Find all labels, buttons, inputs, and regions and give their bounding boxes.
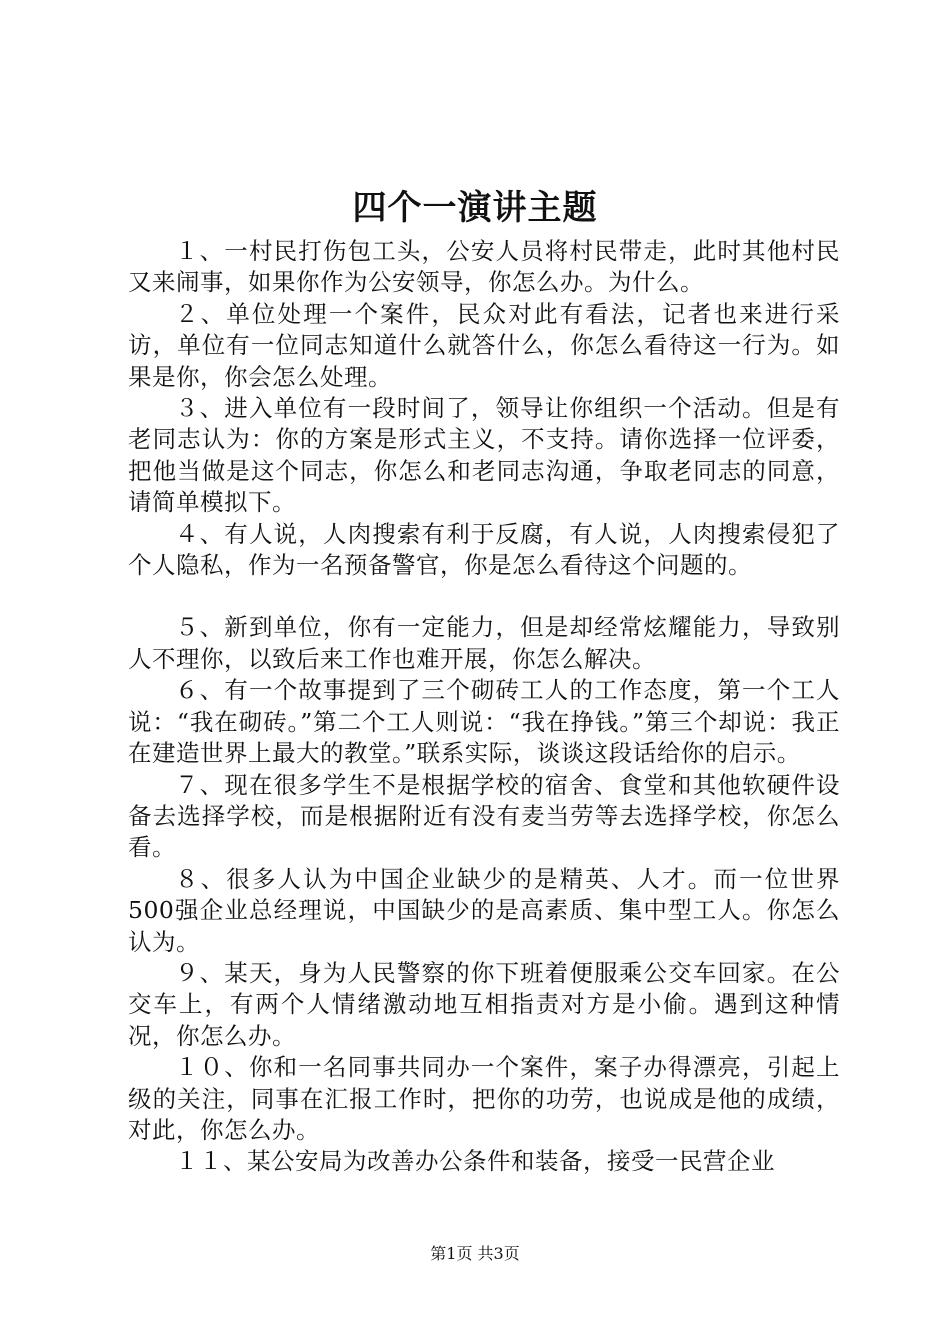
paragraph-2: ２、单位处理一个案件，民众对此有看法，记者也来进行采访，单位有一位同志知道什么就答什么，你怎么看待这一行为。如果是你，你会怎么处理。: [128, 299, 840, 391]
paragraph-6: ６、有一个故事提到了三个砌砖工人的工作态度，第一个工人说：“我在砌砖。”第二个工人则说：“我在挣钱。”第三个却说：我正在建造世界上最大的教堂。”联系实际，谈谈这段话给你的启示。: [128, 676, 840, 768]
document-title: 四个一演讲主题: [352, 188, 598, 228]
paragraph-10: １０、你和一名同事共同办一个案件，案子办得漂亮，引起上级的关注，同事在汇报工作时，把你的功劳，也说成是他的成绩，对此，你怎么办。: [128, 1053, 840, 1144]
paragraph-3: ３、进入单位有一段时间了，领导让你组织一个活动。但是有老同志认为：你的方案是形式主义，不支持。请你选择一位评委，把他当做是这个同志，你怎么和老同志沟通，争取老同志的同意，请简单模拟下。: [128, 394, 840, 517]
paragraph-11: １１、某公安局为改善办公条件和装备，接受一民营企业: [175, 1147, 775, 1176]
paragraph-4: ４、有人说，人肉搜索有利于反腐，有人说，人肉搜索侵犯了个人隐私，作为一名预备警官，你是怎么看待这个问题的。: [128, 519, 840, 580]
paragraph-5: ５、新到单位，你有一定能力，但是却经常炫耀能力，导致别人不理你，以致后来工作也难开展，你怎么解决。: [128, 613, 840, 673]
page-footer: 第1页 共3页: [430, 1244, 520, 1263]
paragraph-9: ９、某天，身为人民警察的你下班着便服乘公交车回家。在公交车上，有两个人情绪激动地互相指责对方是小偷。遇到这种情况，你怎么办。: [128, 958, 840, 1050]
document-body: [128, 236, 840, 1178]
paragraph-7: ７、现在很多学生不是根据学校的宿舍、食堂和其他软硬件设备去选择学校，而是根据附近有没有麦当劳等去选择学校，你怎么看。: [128, 770, 840, 862]
paragraph-1: １、一村民打伤包工头，公安人员将村民带走，此时其他村民又来闹事，如果你作为公安领导，你怎么办。为什么。: [128, 237, 840, 297]
paragraph-8: ８、很多人认为中国企业缺少的是精英、人才。而一位世界500强企业总经理说，中国缺少的是高素质、集中型工人。你怎么认为。: [128, 864, 840, 956]
